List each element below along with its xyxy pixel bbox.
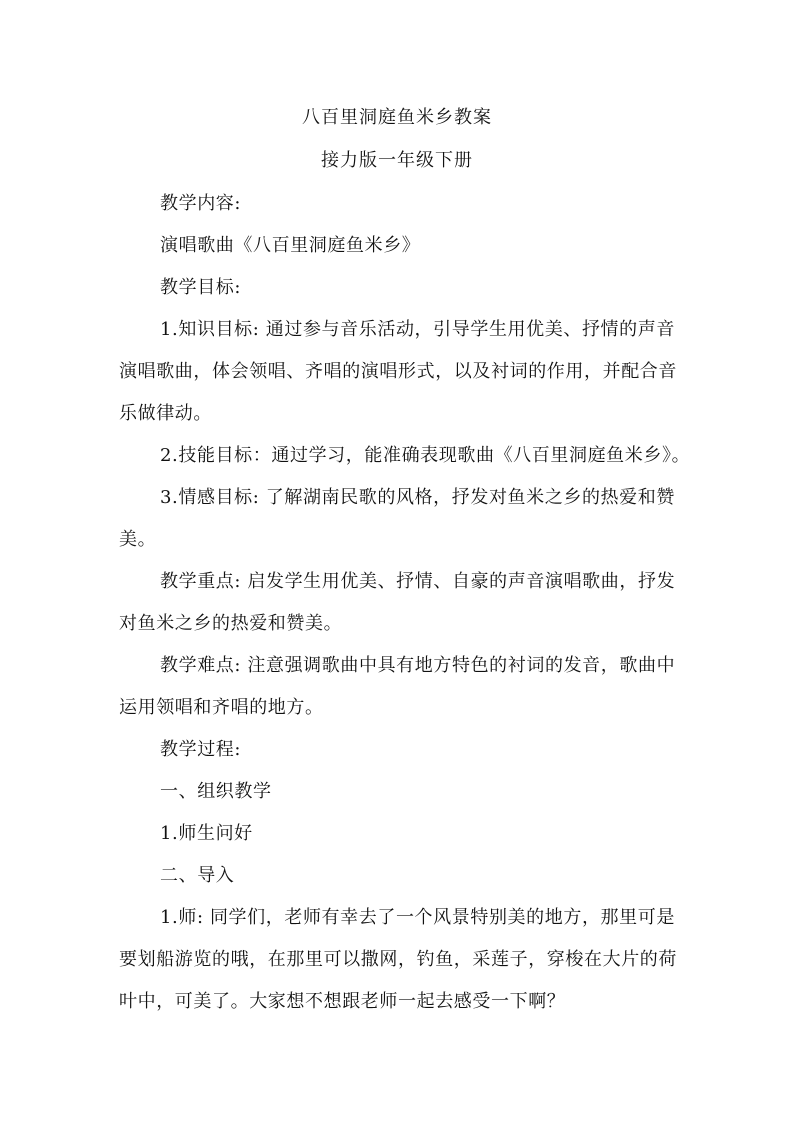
paragraph-line: 教学难点: 注意强调歌曲中具有地方特色的衬词的发音，歌曲中	[160, 655, 676, 676]
paragraph-line: 叶中，可美了。大家想不想跟老师一起去感受一下啊？	[119, 991, 566, 1012]
paragraph-line: 对鱼米之乡的热爱和赞美。	[119, 613, 343, 634]
section-heading-content: 教学内容:	[160, 193, 242, 214]
paragraph-line: 要划船游览的哦，在那里可以撒网，钓鱼，采莲子，穿梭在大片的荷	[119, 949, 677, 970]
document-subtitle: 接力版一年级下册	[321, 150, 473, 171]
paragraph-line: 1.师生问好	[160, 823, 253, 844]
paragraph-line: 美。	[119, 529, 157, 550]
paragraph-line: 1.师: 同学们，老师有幸去了一个风景特别美的地方，那里可是	[160, 907, 675, 928]
section-heading-process: 教学过程:	[160, 739, 242, 760]
paragraph-line: 运用领唱和齐唱的地方。	[119, 697, 324, 718]
paragraph-line: 2.技能目标：通过学习，能准确表现歌曲《八百里洞庭鱼米乡》。	[160, 445, 691, 466]
section-heading: 二、导入	[160, 865, 235, 886]
paragraph-line: 1.知识目标: 通过参与音乐活动，引导学生用优美、抒情的声音	[160, 319, 675, 340]
paragraph-line: 演唱歌曲，体会领唱、齐唱的演唱形式，以及衬词的作用，并配合音	[119, 361, 677, 382]
paragraph-line: 演唱歌曲《八百里洞庭鱼米乡》	[160, 235, 421, 256]
document-title: 八百里洞庭鱼米乡教案	[302, 107, 492, 128]
paragraph-line: 3.情感目标: 了解湖南民歌的风格，抒发对鱼米之乡的热爱和赞	[160, 487, 675, 508]
section-heading-objectives: 教学目标:	[160, 277, 242, 298]
section-heading: 一、组织教学	[160, 781, 272, 802]
paragraph-line: 教学重点: 启发学生用优美、抒情、自豪的声音演唱歌曲，抒发	[160, 571, 676, 592]
paragraph-line: 乐做律动。	[119, 403, 212, 424]
